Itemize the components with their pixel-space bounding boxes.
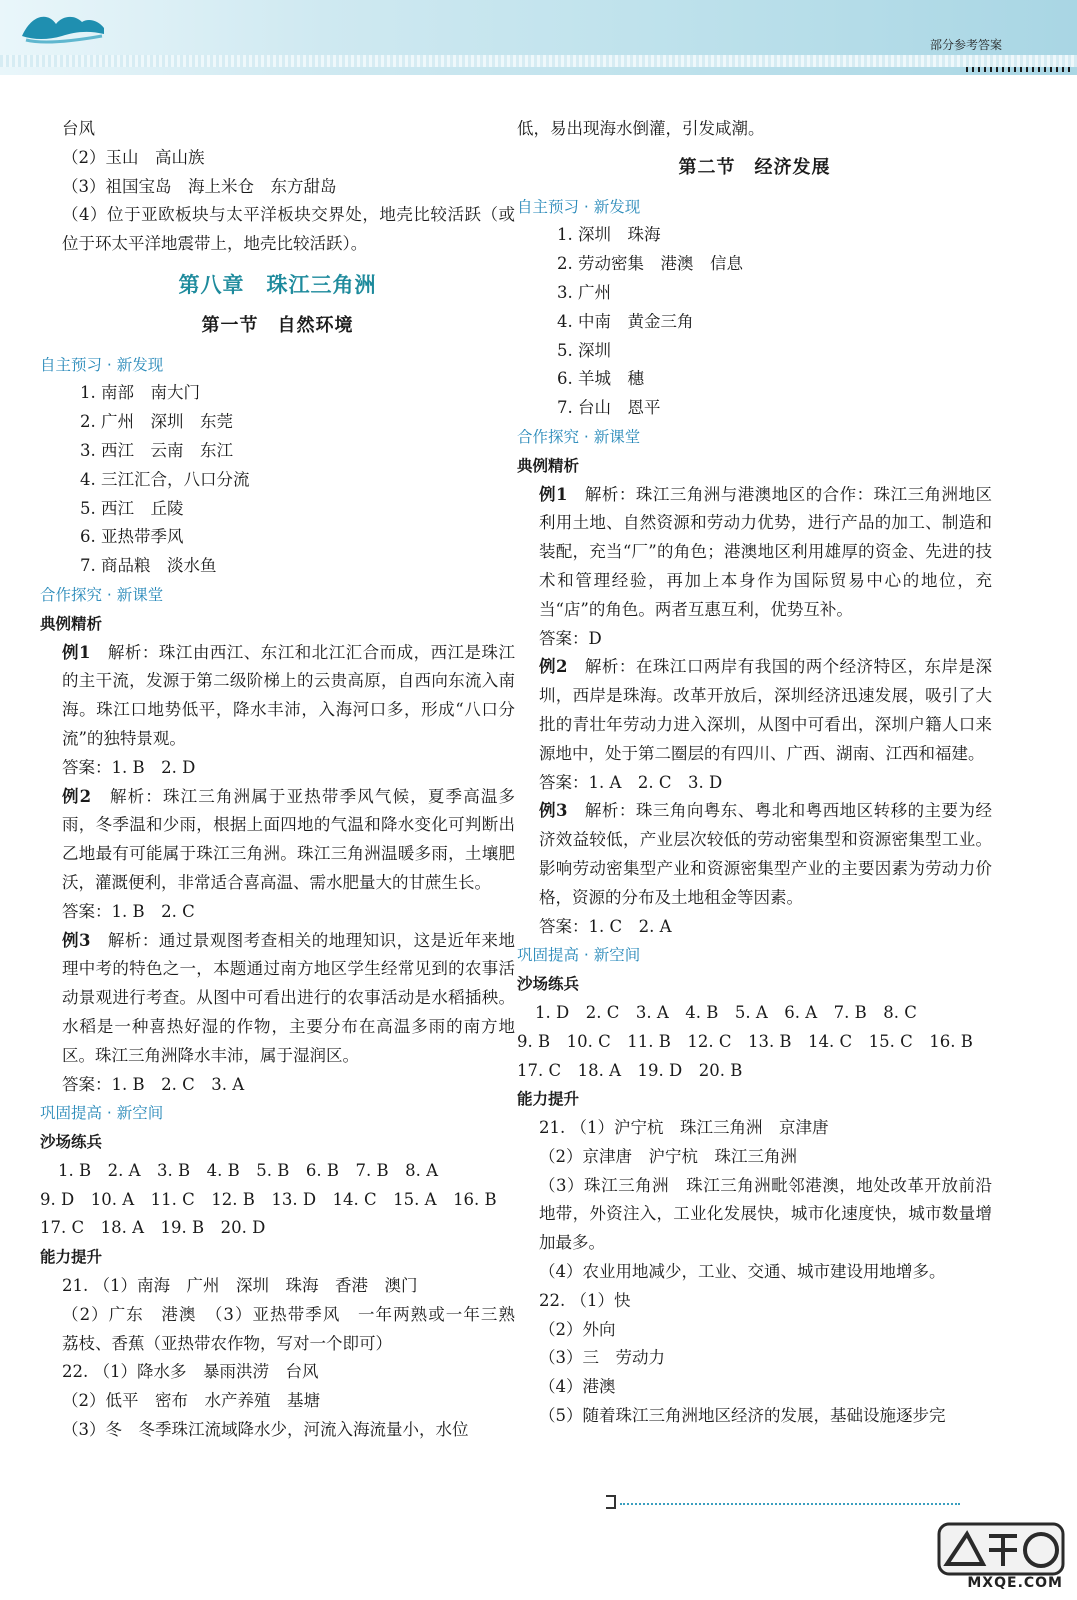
example-label: 例2 (62, 786, 92, 806)
answer-line: 22. （1）快 (539, 1290, 631, 1310)
subsection-heading: 自主预习 · 新发现 (517, 197, 641, 216)
answer-line: 1. D 2. C 3. A 4. B 5. A 6. A 7. B 8. C (535, 1002, 917, 1022)
watermark-url: MXQE.COM (967, 1575, 1063, 1591)
answer-line: 5. 深圳 (557, 340, 611, 360)
example-text: 解析：珠江三角洲属于亚热带季风气候，夏季高温多雨，冬季温和少雨，根据上面四地的气温和降水变化可判断出乙地最有可能属于珠江三角洲。珠江三角洲温暖多雨，土壤肥沃，灌溉便利，非常适合喜高温、需水肥量大的甘蔗生长。 (62, 786, 516, 892)
footer-dotted-rule (620, 1503, 960, 1507)
left-column (40, 115, 532, 1445)
answer-line: 9. B 10. C 11. B 12. C 13. B 14. C 15. C 16. B (517, 1031, 973, 1051)
section-title: 第一节 自然环境 (201, 314, 354, 336)
answer-line: 6. 亚热带季风 (80, 527, 184, 547)
example-text: 解析：珠江由西江、东江和北江汇合而成，西江是珠江的主干流，发源于第二级阶梯上的云贵高原，自西向东流入南海。珠江口地势低平，降水丰沛，入海河口多，形成“八口分流”的独特景观。 (62, 642, 516, 748)
answer-line: 7. 台山 恩平 (557, 398, 661, 418)
answer-line: 2. 劳动密集 港澳 信息 (557, 254, 743, 274)
answer-line: 17. C 18. A 19. B 20. D (40, 1218, 266, 1238)
publisher-logo-icon (18, 6, 108, 48)
answer-line: 4. 三江汇合，八口分流 (80, 469, 250, 489)
answer-line: （4）位于亚欧板块与太平洋板块交界处，地壳比较活跃（或位于环太平洋地震带上，地壳比较活跃）。 (62, 205, 515, 254)
subsection-heading: 自主预习 · 新发现 (40, 355, 164, 374)
section-title: 第二节 经济发展 (678, 156, 831, 178)
header-band (0, 0, 1077, 75)
answer-line: 答案：1. B 2. C 3. A (62, 1074, 245, 1094)
example-paragraph (517, 797, 992, 912)
answer-line: 台风 (62, 119, 95, 138)
example-text: 解析：珠江三角洲与港澳地区的合作：珠江三角洲地区利用土地、自然资源和劳动力优势，进行产品的加工、制造和装配，充当“厂”的角色；港澳地区利用雄厚的资金、先进的技术和管理经验，再加上本身作为国际贸易中心的地位，充当“店”的角色。两者互惠互利，优势互补。 (539, 484, 993, 619)
subheading: 沙场练兵 (40, 1133, 103, 1152)
example-label: 例3 (539, 801, 568, 821)
subsection-heading: 合作探究 · 新课堂 (40, 585, 164, 604)
subheading: 典例精析 (40, 614, 103, 633)
answer-line: （5）随着珠江三角洲地区经济的发展，基础设施逐步完 (539, 1406, 946, 1426)
page-number-bracket (606, 1495, 616, 1509)
example-paragraph (40, 639, 515, 754)
right-column (517, 115, 992, 1431)
answer-line: 2. 广州 深圳 东莞 (80, 412, 233, 432)
answer-line: 17. C 18. A 19. D 20. B (517, 1060, 743, 1080)
example-label: 例2 (539, 657, 568, 677)
answer-line: （2）广东 港澳 （3）亚热带季风 一年两熟或一年三熟 荔枝、香蕉（亚热带农作物，写对一个即可） (62, 1304, 532, 1353)
answer-line: （2）外向 (539, 1319, 616, 1339)
answer-line: （3）祖国宝岛 海上米仓 东方甜岛 (62, 176, 337, 196)
answer-line: 答案：D (539, 628, 602, 648)
answer-line: 3. 广州 (557, 282, 611, 302)
answer-line: 4. 中南 黄金三角 (557, 311, 694, 331)
subsection-heading: 合作探究 · 新课堂 (517, 427, 641, 446)
subheading: 典例精析 (517, 456, 580, 475)
answer-line: 答案：1. C 2. A (539, 916, 672, 936)
answer-line: 5. 西江 丘陵 (80, 498, 184, 518)
answer-line: 9. D 10. A 11. C 12. B 13. D 14. C 15. A 16. B (40, 1189, 497, 1209)
header-label: 部分参考答案 (929, 38, 1002, 52)
answer-line: 3. 西江 云南 东江 (80, 440, 233, 460)
subsection-heading: 巩固提高 · 新空间 (517, 946, 641, 965)
answer-line: 21. （1）沪宁杭 珠江三角洲 京津唐 (539, 1118, 829, 1138)
header-barcode-decoration (966, 58, 1071, 72)
example-paragraph (517, 481, 992, 625)
example-paragraph (517, 653, 992, 768)
answer-line: 1. 深圳 珠海 (557, 225, 661, 245)
answer-line: （3）三 劳动力 (539, 1348, 665, 1368)
example-paragraph (40, 783, 515, 898)
answer-line: 21. （1）南海 广州 深圳 珠海 香港 澳门 (62, 1276, 418, 1296)
answer-line: （2）玉山 高山族 (62, 147, 205, 167)
example-text: 解析：珠三角向粤东、粤北和粤西地区转移的主要为经济效益较低，产业层次较低的劳动密集型和资源密集型工业。影响劳动密集型产业和资源密集型产业的主要因素为劳动力价格，资源的分布及土地租金等因素。 (539, 801, 993, 907)
answer-line: 7. 商品粮 淡水鱼 (80, 556, 217, 576)
subheading: 能力提升 (40, 1248, 103, 1267)
subheading: 能力提升 (517, 1090, 580, 1109)
answer-line: 低，易出现海水倒灌，引发咸潮。 (517, 119, 765, 138)
answer-line: 答案：1. B 2. D (62, 757, 196, 777)
chapter-title: 第八章 珠江三角洲 (178, 271, 377, 297)
example-text: 解析：在珠江口两岸有我国的两个经济特区，东岸是深圳，西岸是珠海。改革开放后，深圳经济迅速发展，吸引了大批的青壮年劳动力进入深圳，从图中可看出，深圳户籍人口来源地中，处于第二圈层的有四川、广西、湖南、江西和福建。 (539, 657, 993, 763)
answer-line: （2）低平 密布 水产养殖 基塘 (62, 1391, 320, 1411)
example-label: 例1 (62, 642, 91, 662)
answer-line: （2）京津唐 沪宁杭 珠江三角洲 (539, 1146, 797, 1166)
answer-line: （3）冬 冬季珠江流域降水少，河流入海流量小，水位 (62, 1420, 469, 1440)
answer-line: 1. 南部 南大门 (80, 383, 200, 403)
answer-line: （4）港澳 (539, 1377, 616, 1397)
example-text: 解析：通过景观图考查相关的地理知识，这是近年来地理中考的特色之一，本题通过南方地区学生经常见到的农事活动景观进行考查。从图中可看出进行的农事活动是水稻插秧。水稻是一种喜热好湿的作物，主要分布在高温多雨的南方地区。珠江三角洲降水丰沛，属于湿润区。 (62, 930, 516, 1065)
subheading: 沙场练兵 (517, 975, 580, 994)
answer-line: 1. B 2. A 3. B 4. B 5. B 6. B 7. B 8. A (58, 1160, 438, 1180)
subsection-heading: 巩固提高 · 新空间 (40, 1104, 164, 1123)
answer-line: 答案：1. B 2. C (62, 901, 195, 921)
example-label: 例1 (539, 484, 568, 504)
example-paragraph (40, 927, 515, 1071)
answer-line: （4）农业用地减少，工业、交通、城市建设用地增多。 (539, 1262, 946, 1282)
answer-line: 22. （1）降水多 暴雨洪涝 台风 (62, 1362, 319, 1382)
answer-line: 6. 羊城 穗 (557, 369, 644, 389)
answer-line: （3）珠江三角洲 珠江三角洲毗邻港澳，地处改革开放前沿地带，外资注入，工业化发展快，城市化速度快，城市数量增加最多。 (539, 1175, 992, 1253)
answer-line: 答案：1. A 2. C 3. D (539, 772, 723, 792)
example-label: 例3 (62, 930, 91, 950)
